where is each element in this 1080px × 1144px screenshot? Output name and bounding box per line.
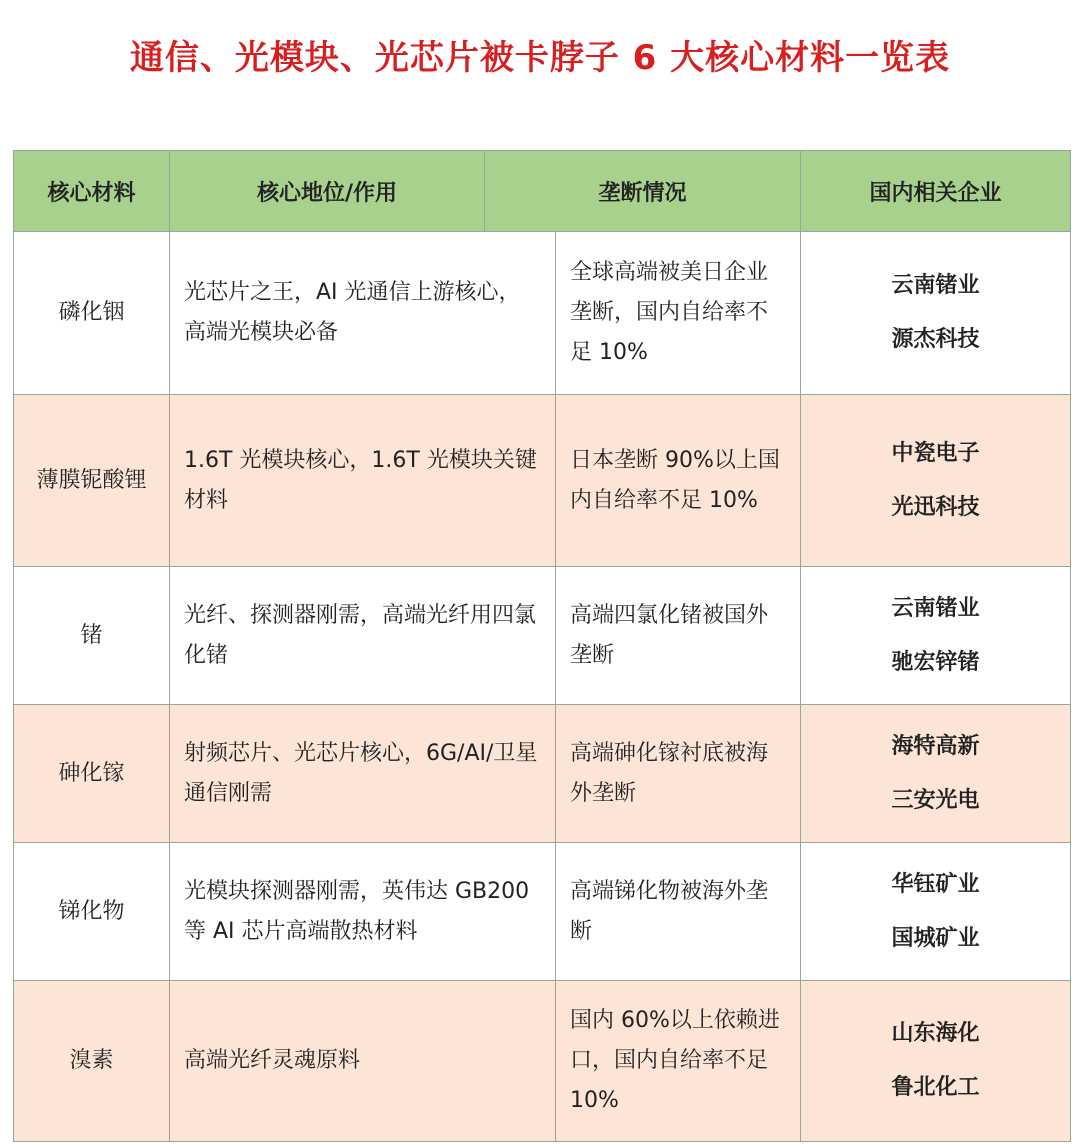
header-material: 核心材料 [14,151,170,232]
role-cell: 射频芯片、光芯片核心，6G/AI/卫星通信刚需 [170,705,555,842]
header-monopoly: 垄断情况 [598,180,687,206]
role-monopoly-cell [170,705,801,843]
table-row [14,232,1071,395]
company-name: 山东海化 [891,1021,980,1046]
material-cell: 砷化镓 [14,705,170,843]
table-row [14,843,1071,981]
page-title: 通信、光模块、光芯片被卡脖子 6 大核心材料一览表 [129,38,951,78]
table-row [14,981,1071,1142]
material-cell: 磷化铟 [14,232,170,395]
companies-cell [801,843,1071,981]
company-name: 海特高新 [891,733,980,759]
companies-cell [801,395,1071,567]
role-monopoly-cell [170,232,801,395]
company-name: 云南锗业 [891,595,980,621]
header-companies: 国内相关企业 [801,151,1071,232]
monopoly-cell: 高端四氯化锗被国外垄断 [555,567,800,704]
role-cell: 光模块探测器刚需，英伟达 GB200 等 AI 芯片高端散热材料 [170,843,555,980]
material-cell: 溴素 [14,981,170,1142]
company-name: 三安光电 [891,787,980,813]
company-name: 云南锗业 [891,273,980,298]
materials-table [13,150,1071,1142]
table-row [14,705,1071,843]
monopoly-cell: 日本垄断 90%以上国内自给率不足 10% [555,395,800,566]
role-cell: 1.6T 光模块核心，1.6T 光模块关键材料 [170,395,555,566]
company-name: 中瓷电子 [891,440,980,466]
role-monopoly-cell [170,843,801,981]
role-monopoly-cell [170,567,801,705]
companies-cell [801,567,1071,705]
material-cell: 薄膜铌酸锂 [14,395,170,567]
monopoly-cell: 全球高端被美日企业垄断，国内自给率不足 10% [555,232,800,394]
header-role: 核心地位/作用 [170,151,485,231]
monopoly-cell: 高端砷化镓衬底被海外垄断 [555,705,800,842]
company-name: 华钰矿业 [891,871,980,897]
companies-cell [801,981,1071,1142]
company-name: 国城矿业 [891,925,980,951]
company-name: 光迅科技 [891,494,980,520]
monopoly-cell: 国内 60%以上依赖进口，国内自给率不足 10% [555,981,800,1141]
role-cell: 光纤、探测器刚需，高端光纤用四氯化锗 [170,567,555,704]
role-cell: 光芯片之王，AI 光通信上游核心，高端光模块必备 [170,232,555,394]
material-cell: 锑化物 [14,843,170,981]
role-cell: 高端光纤灵魂原料 [170,981,555,1141]
header-role-monopoly [170,151,801,232]
role-monopoly-cell [170,395,801,567]
table-row [14,567,1071,705]
company-name: 源杰科技 [891,327,980,352]
material-cell: 锗 [14,567,170,705]
table-header-row [14,151,1071,232]
table-row [14,395,1071,567]
role-monopoly-cell [170,981,801,1142]
company-name: 驰宏锌锗 [891,649,980,675]
monopoly-cell: 高端锑化物被海外垄断 [555,843,800,980]
companies-cell [801,705,1071,843]
company-name: 鲁北化工 [891,1075,980,1100]
companies-cell [801,232,1071,395]
